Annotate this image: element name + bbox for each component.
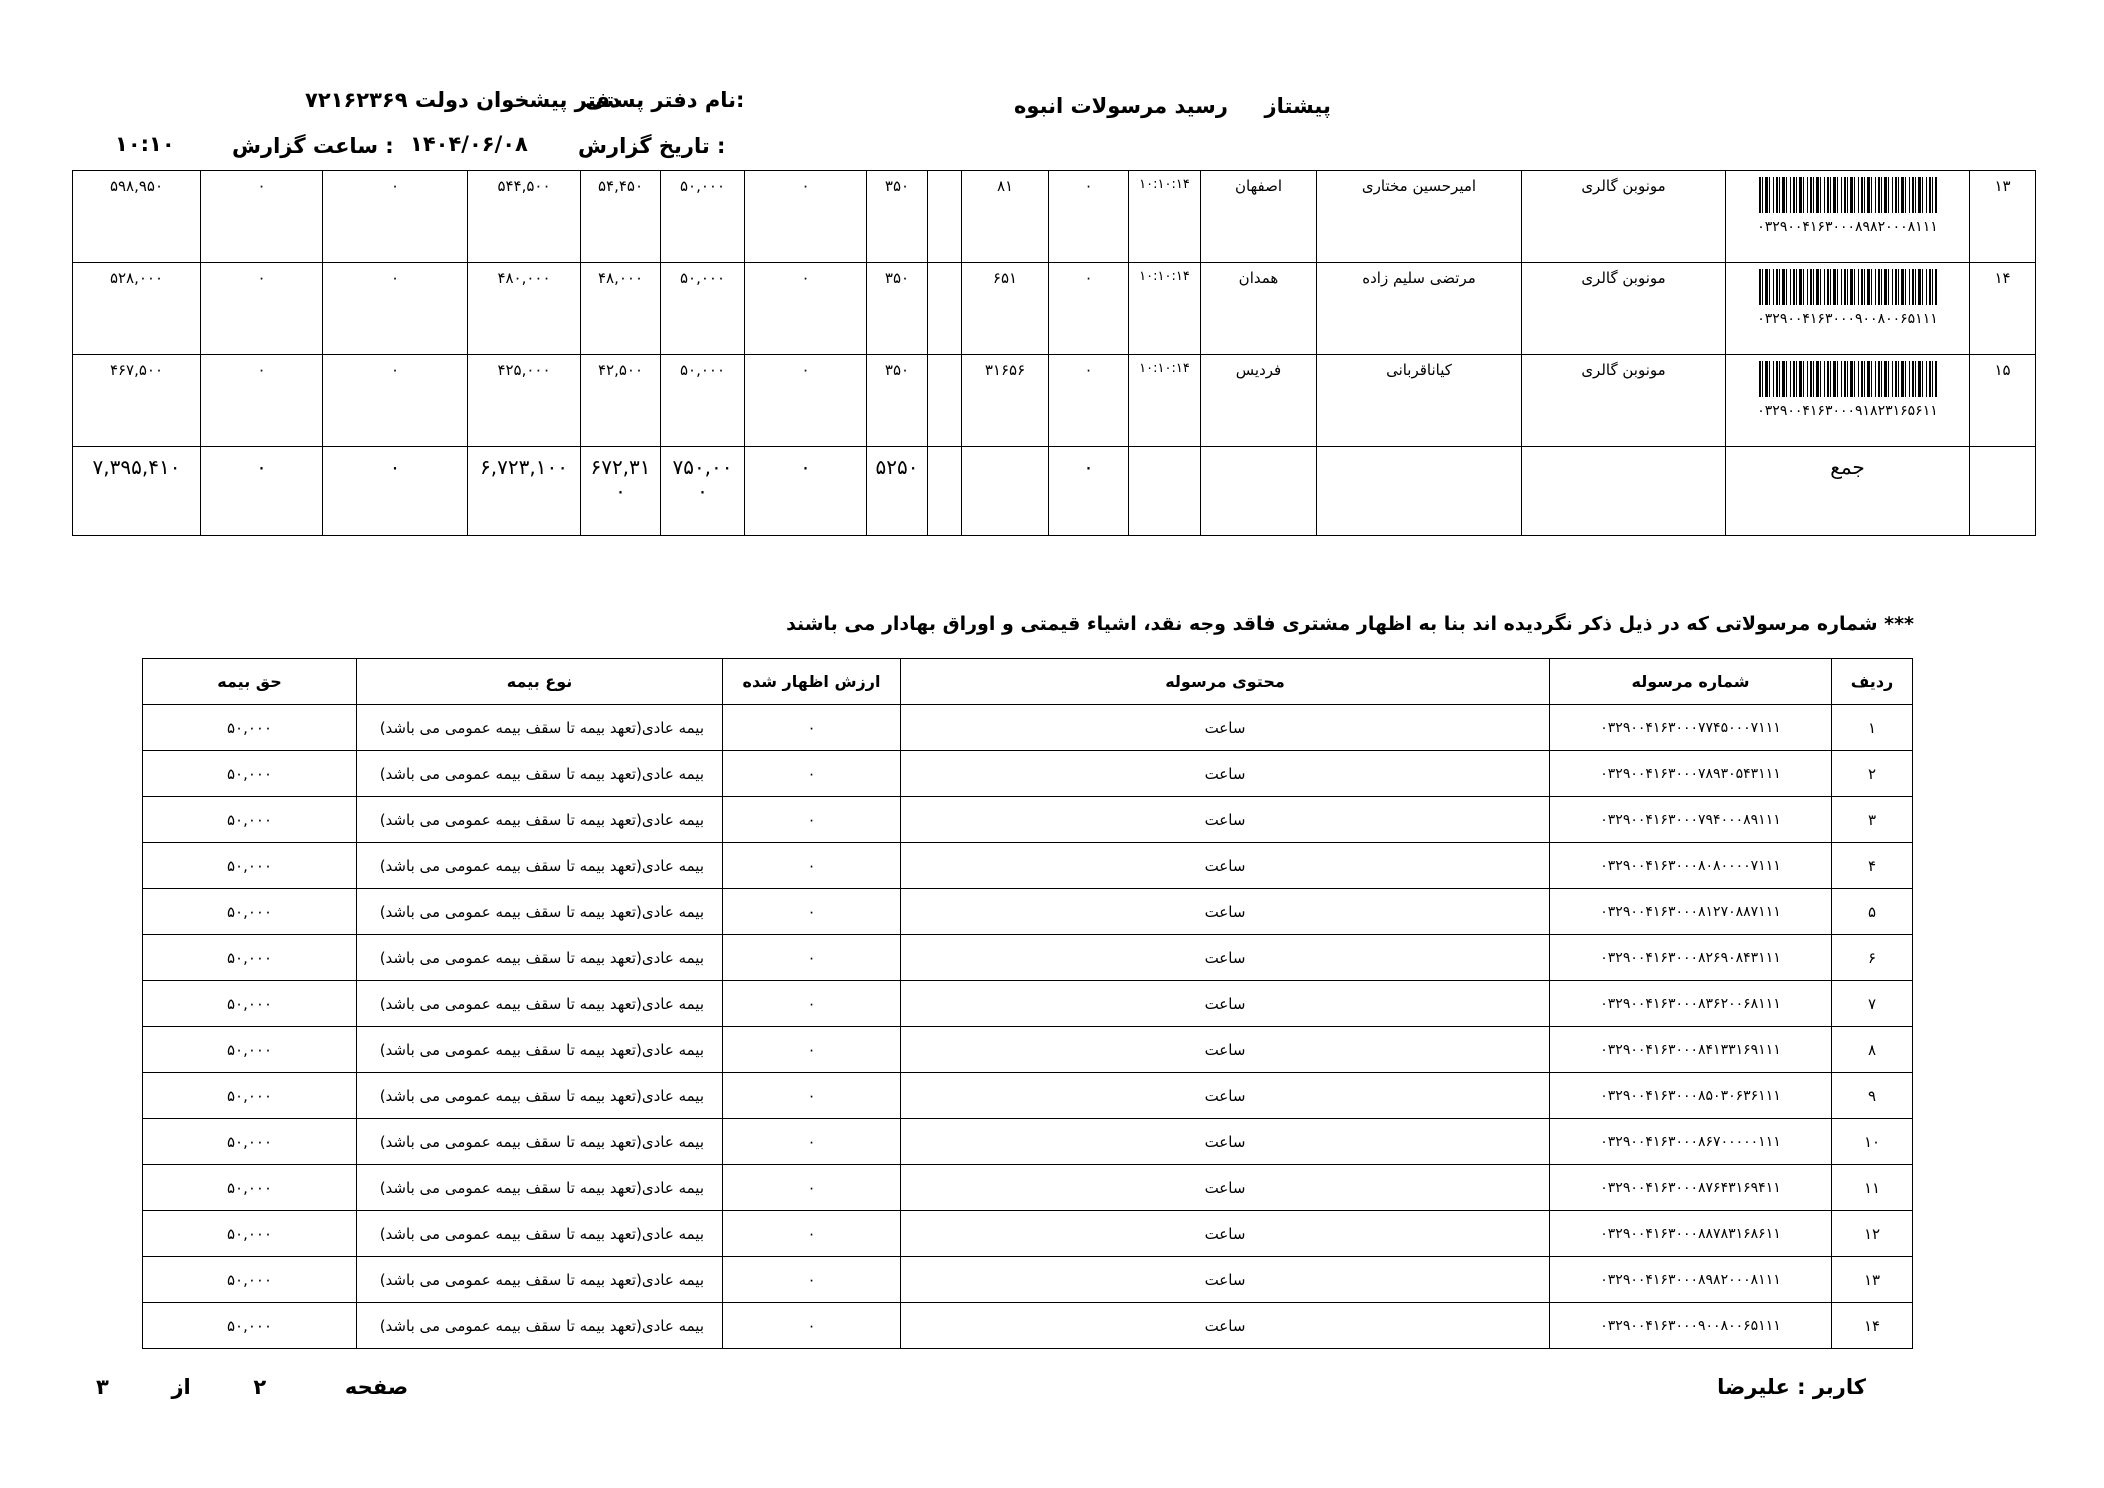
- cell-time: ۱۰:۱۰:۱۴: [1129, 171, 1201, 263]
- barcode-cell: [1726, 171, 1970, 263]
- barcode-number: ۰۳۲۹۰۰۴۱۶۳۰۰۰۹۱۸۲۳۱۶۵۶۱۱: [1757, 403, 1938, 419]
- cell-premium: ۵۰,۰۰۰: [143, 1119, 357, 1165]
- cell-ins_type: بیمه عادی(تعهد بیمه تا سقف بیمه عمومی می باشد): [357, 889, 723, 935]
- table-row: [143, 1303, 1913, 1349]
- header-premium: حق بیمه: [143, 659, 357, 705]
- cell-row: ۶: [1832, 935, 1913, 981]
- cell-tracking: ۰۳۲۹۰۰۴۱۶۳۰۰۰۸۱۲۷۰۸۸۷۱۱۱: [1550, 889, 1832, 935]
- cell-ins_type: بیمه عادی(تعهد بیمه تا سقف بیمه عمومی می باشد): [357, 1027, 723, 1073]
- cell-tracking: ۰۳۲۹۰۰۴۱۶۳۰۰۰۷۷۴۵۰۰۰۷۱۱۱: [1550, 705, 1832, 751]
- barcode-number: ۰۳۲۹۰۰۴۱۶۳۰۰۰۸۹۸۲۰۰۰۸۱۱۱: [1757, 219, 1938, 235]
- report-date-label: تاریخ گزارش :: [578, 134, 726, 158]
- cell-declared: ۰: [723, 1303, 901, 1349]
- total-c14-a: ۶۷۲,۳۱: [590, 455, 651, 479]
- cell-premium: ۵۰,۰۰۰: [143, 935, 357, 981]
- table-row: [143, 797, 1913, 843]
- cell-city: همدان: [1201, 263, 1317, 355]
- cell-tracking: ۰۳۲۹۰۰۴۱۶۳۰۰۰۸۶۷۰۰۰۰۰۱۱۱: [1550, 1119, 1832, 1165]
- total-c11: ۵۲۵۰: [867, 447, 928, 536]
- barcode-cell: [1726, 263, 1970, 355]
- cell-row: ۱۴: [1970, 263, 2036, 355]
- cell-c18: ۵۲۸,۰۰۰: [73, 263, 201, 355]
- cell-receiver: مرتضی سلیم زاده: [1317, 263, 1522, 355]
- notice-text: *** شماره مرسولاتی که در ذیل ذکر نگردیده اند بنا به اظهار مشتری فاقد وجه نقد، اشیاء قیمتی و اوراق بهادار می باشند: [786, 613, 1914, 635]
- cell-row: ۲: [1832, 751, 1913, 797]
- cell-content: ساعت: [901, 1211, 1550, 1257]
- barcode-image: [1759, 177, 1937, 213]
- cell-row: ۵: [1832, 889, 1913, 935]
- cell-premium: ۵۰,۰۰۰: [143, 889, 357, 935]
- totals-row: [73, 447, 2036, 536]
- cell-tracking: ۰۳۲۹۰۰۴۱۶۳۰۰۰۸۹۸۲۰۰۰۸۱۱۱: [1550, 1257, 1832, 1303]
- cell-content: ساعت: [901, 1257, 1550, 1303]
- cell-ins_type: بیمه عادی(تعهد بیمه تا سقف بیمه عمومی می باشد): [357, 751, 723, 797]
- header-ins-type: نوع بیمه: [357, 659, 723, 705]
- cell-c10: [928, 355, 962, 447]
- report-time: ۱۰:۱۰: [115, 132, 175, 156]
- cell-ins_type: بیمه عادی(تعهد بیمه تا سقف بیمه عمومی می باشد): [357, 1073, 723, 1119]
- total-c16: ۰: [323, 447, 468, 536]
- cell-declared: ۰: [723, 981, 901, 1027]
- total-c9: [962, 447, 1049, 536]
- table-row: [143, 981, 1913, 1027]
- cell-c8: ۰: [1049, 263, 1129, 355]
- cell-c17: ۰: [201, 355, 323, 447]
- cell-c14: ۴۸,۰۰۰: [581, 263, 661, 355]
- cell-content: ساعت: [901, 889, 1550, 935]
- cell-c17: ۰: [201, 171, 323, 263]
- cell-c10: [928, 171, 962, 263]
- cell-content: ساعت: [901, 1165, 1550, 1211]
- total-c13: [661, 447, 745, 536]
- service-type: پیشتاز: [1264, 94, 1331, 118]
- cell-row: ۱۱: [1832, 1165, 1913, 1211]
- cell-content: ساعت: [901, 935, 1550, 981]
- cell-c16: ۰: [323, 263, 468, 355]
- cell-tracking: ۰۳۲۹۰۰۴۱۶۳۰۰۰۸۷۶۴۳۱۶۹۴۱۱: [1550, 1165, 1832, 1211]
- cell-c8: ۰: [1049, 171, 1129, 263]
- cell-c9: ۸۱: [962, 171, 1049, 263]
- table-row: [73, 263, 2036, 355]
- cell-sender: مونوبن گالری: [1522, 171, 1726, 263]
- cell-content: ساعت: [901, 1027, 1550, 1073]
- cell-tracking: ۰۳۲۹۰۰۴۱۶۳۰۰۰۸۰۸۰۰۰۰۷۱۱۱: [1550, 843, 1832, 889]
- cell-c15: ۴۸۰,۰۰۰: [468, 263, 581, 355]
- cell-premium: ۵۰,۰۰۰: [143, 981, 357, 1027]
- cell-c11: ۳۵۰: [867, 171, 928, 263]
- cell-premium: ۵۰,۰۰۰: [143, 1165, 357, 1211]
- total-c14-b: ۰: [615, 479, 626, 503]
- header-row: ردیف: [1832, 659, 1913, 705]
- header-content: محتوی مرسوله: [901, 659, 1550, 705]
- cell-declared: ۰: [723, 1027, 901, 1073]
- cell-c13: ۵۰,۰۰۰: [661, 355, 745, 447]
- cell-row: ۹: [1832, 1073, 1913, 1119]
- table-row: [143, 843, 1913, 889]
- cell-c18: ۵۹۸,۹۵۰: [73, 171, 201, 263]
- page-indicator: [96, 1375, 408, 1399]
- cell-ins_type: بیمه عادی(تعهد بیمه تا سقف بیمه عمومی می باشد): [357, 1257, 723, 1303]
- table-row: [143, 1073, 1913, 1119]
- cell-ins_type: بیمه عادی(تعهد بیمه تا سقف بیمه عمومی می باشد): [357, 935, 723, 981]
- table-row: [143, 1257, 1913, 1303]
- cell-c12: ۰: [745, 355, 867, 447]
- cell-content: ساعت: [901, 797, 1550, 843]
- total-c8: ۰: [1049, 447, 1129, 536]
- insurance-table-header: [143, 659, 1913, 705]
- cell-sender: مونوبن گالری: [1522, 355, 1726, 447]
- cell-ins_type: بیمه عادی(تعهد بیمه تا سقف بیمه عمومی می باشد): [357, 843, 723, 889]
- office-name: دفتر پیشخوان دولت ۷۲۱۶۲۳۶۹: [305, 88, 621, 112]
- cell-c12: ۰: [745, 263, 867, 355]
- cell-ins_type: بیمه عادی(تعهد بیمه تا سقف بیمه عمومی می باشد): [357, 1119, 723, 1165]
- receipt-title: [1014, 94, 1331, 118]
- cell-content: ساعت: [901, 843, 1550, 889]
- footer-user: کاربر : علیرضا: [1717, 1375, 1866, 1399]
- cell-c14: ۵۴,۴۵۰: [581, 171, 661, 263]
- total-c15: ۶,۷۲۳,۱۰۰: [468, 447, 581, 536]
- total-label: جمع: [1726, 447, 1970, 536]
- total-c17: ۰: [201, 447, 323, 536]
- cell-declared: ۰: [723, 889, 901, 935]
- cell-row: ۱: [1832, 705, 1913, 751]
- barcode-image: [1759, 361, 1937, 397]
- cell-declared: ۰: [723, 1165, 901, 1211]
- cell-premium: ۵۰,۰۰۰: [143, 1257, 357, 1303]
- cell-ins_type: بیمه عادی(تعهد بیمه تا سقف بیمه عمومی می باشد): [357, 705, 723, 751]
- cell-premium: ۵۰,۰۰۰: [143, 843, 357, 889]
- cell-c11: ۳۵۰: [867, 355, 928, 447]
- total-c14: [581, 447, 661, 536]
- report-time-label: ساعت گزارش :: [232, 134, 394, 158]
- cell-row: ۱۰: [1832, 1119, 1913, 1165]
- cell-row: ۱۲: [1832, 1211, 1913, 1257]
- total-city: [1201, 447, 1317, 536]
- cell-row: ۱۳: [1832, 1257, 1913, 1303]
- cell-c18: ۴۶۷,۵۰۰: [73, 355, 201, 447]
- cell-c13: ۵۰,۰۰۰: [661, 263, 745, 355]
- insurance-table: [142, 658, 1913, 1349]
- table-row: [143, 1165, 1913, 1211]
- cell-c12: ۰: [745, 171, 867, 263]
- cell-premium: ۵۰,۰۰۰: [143, 1211, 357, 1257]
- cell-declared: ۰: [723, 1257, 901, 1303]
- cell-receiver: امیرحسین مختاری: [1317, 171, 1522, 263]
- cell-c17: ۰: [201, 263, 323, 355]
- cell-tracking: ۰۳۲۹۰۰۴۱۶۳۰۰۰۸۲۶۹۰۸۴۳۱۱۱: [1550, 935, 1832, 981]
- cell-premium: ۵۰,۰۰۰: [143, 1303, 357, 1349]
- cell-premium: ۵۰,۰۰۰: [143, 1027, 357, 1073]
- cell-c10: [928, 263, 962, 355]
- cell-c16: ۰: [323, 171, 468, 263]
- cell-receiver: کیاناقربانی: [1317, 355, 1522, 447]
- total-sender: [1522, 447, 1726, 536]
- office-label: نام دفتر پستی:: [585, 88, 745, 112]
- cell-declared: ۰: [723, 935, 901, 981]
- cell-ins_type: بیمه عادی(تعهد بیمه تا سقف بیمه عمومی می باشد): [357, 1211, 723, 1257]
- shipments-table: [72, 170, 2036, 536]
- cell-ins_type: بیمه عادی(تعهد بیمه تا سقف بیمه عمومی می باشد): [357, 1303, 723, 1349]
- cell-row: ۷: [1832, 981, 1913, 1027]
- header-tracking: شماره مرسوله: [1550, 659, 1832, 705]
- cell-row: ۱۴: [1832, 1303, 1913, 1349]
- cell-content: ساعت: [901, 705, 1550, 751]
- table-row: [143, 1211, 1913, 1257]
- cell-content: ساعت: [901, 1119, 1550, 1165]
- cell-declared: ۰: [723, 1073, 901, 1119]
- cell-tracking: ۰۳۲۹۰۰۴۱۶۳۰۰۰۷۸۹۳۰۵۴۳۱۱۱: [1550, 751, 1832, 797]
- page-current: ۲: [253, 1375, 267, 1399]
- cell-premium: ۵۰,۰۰۰: [143, 705, 357, 751]
- total-c13-a: ۷۵۰,۰۰: [672, 455, 733, 479]
- barcode-cell: [1726, 355, 1970, 447]
- cell-premium: ۵۰,۰۰۰: [143, 797, 357, 843]
- table-row: [73, 171, 2036, 263]
- cell-declared: ۰: [723, 1119, 901, 1165]
- cell-c9: ۳۱۶۵۶: [962, 355, 1049, 447]
- cell-city: اصفهان: [1201, 171, 1317, 263]
- cell-c13: ۵۰,۰۰۰: [661, 171, 745, 263]
- table-row: [143, 751, 1913, 797]
- table-row: [143, 935, 1913, 981]
- page-label: صفحه: [344, 1375, 409, 1399]
- page-total: ۳: [96, 1375, 109, 1399]
- total-receiver: [1317, 447, 1522, 536]
- cell-ins_type: بیمه عادی(تعهد بیمه تا سقف بیمه عمومی می باشد): [357, 797, 723, 843]
- cell-tracking: ۰۳۲۹۰۰۴۱۶۳۰۰۰۸۳۶۲۰۰۶۸۱۱۱: [1550, 981, 1832, 1027]
- cell-row: ۱۵: [1970, 355, 2036, 447]
- cell-c15: ۵۴۴,۵۰۰: [468, 171, 581, 263]
- cell-c8: ۰: [1049, 355, 1129, 447]
- cell-declared: ۰: [723, 751, 901, 797]
- cell-premium: ۵۰,۰۰۰: [143, 751, 357, 797]
- cell-tracking: ۰۳۲۹۰۰۴۱۶۳۰۰۰۸۸۷۸۳۱۶۸۶۱۱: [1550, 1211, 1832, 1257]
- cell-city: فردیس: [1201, 355, 1317, 447]
- total-row-num: [1970, 447, 2036, 536]
- cell-tracking: ۰۳۲۹۰۰۴۱۶۳۰۰۰۸۵۰۳۰۶۳۶۱۱۱: [1550, 1073, 1832, 1119]
- cell-content: ساعت: [901, 1073, 1550, 1119]
- cell-ins_type: بیمه عادی(تعهد بیمه تا سقف بیمه عمومی می باشد): [357, 1165, 723, 1211]
- cell-tracking: ۰۳۲۹۰۰۴۱۶۳۰۰۰۷۹۴۰۰۰۸۹۱۱۱: [1550, 797, 1832, 843]
- total-c13-b: ۰: [697, 479, 708, 503]
- barcode-number: ۰۳۲۹۰۰۴۱۶۳۰۰۰۹۰۰۸۰۰۶۵۱۱۱: [1757, 311, 1938, 327]
- total-time: [1129, 447, 1201, 536]
- cell-ins_type: بیمه عادی(تعهد بیمه تا سقف بیمه عمومی می باشد): [357, 981, 723, 1027]
- cell-declared: ۰: [723, 797, 901, 843]
- total-c10: [928, 447, 962, 536]
- cell-c14: ۴۲,۵۰۰: [581, 355, 661, 447]
- cell-c16: ۰: [323, 355, 468, 447]
- table-row: [143, 889, 1913, 935]
- page-of: از: [171, 1375, 191, 1399]
- cell-row: ۳: [1832, 797, 1913, 843]
- barcode-image: [1759, 269, 1937, 305]
- cell-row: ۸: [1832, 1027, 1913, 1073]
- cell-content: ساعت: [901, 981, 1550, 1027]
- cell-tracking: ۰۳۲۹۰۰۴۱۶۳۰۰۰۹۰۰۸۰۰۶۵۱۱۱: [1550, 1303, 1832, 1349]
- cell-content: ساعت: [901, 1303, 1550, 1349]
- total-c12: ۰: [745, 447, 867, 536]
- table-row: [143, 1119, 1913, 1165]
- cell-row: ۴: [1832, 843, 1913, 889]
- cell-content: ساعت: [901, 751, 1550, 797]
- table-row: [143, 1027, 1913, 1073]
- table-row: [143, 705, 1913, 751]
- cell-declared: ۰: [723, 705, 901, 751]
- header-declared: ارزش اظهار شده: [723, 659, 901, 705]
- receipt-title-text: رسید مرسولات انبوه: [1014, 94, 1228, 118]
- cell-time: ۱۰:۱۰:۱۴: [1129, 263, 1201, 355]
- cell-sender: مونوبن گالری: [1522, 263, 1726, 355]
- table-row: [73, 355, 2036, 447]
- cell-row: ۱۳: [1970, 171, 2036, 263]
- cell-c15: ۴۲۵,۰۰۰: [468, 355, 581, 447]
- cell-time: ۱۰:۱۰:۱۴: [1129, 355, 1201, 447]
- cell-premium: ۵۰,۰۰۰: [143, 1073, 357, 1119]
- report-date: ۱۴۰۴/۰۶/۰۸: [410, 132, 528, 156]
- cell-tracking: ۰۳۲۹۰۰۴۱۶۳۰۰۰۸۴۱۳۳۱۶۹۱۱۱: [1550, 1027, 1832, 1073]
- cell-declared: ۰: [723, 843, 901, 889]
- cell-declared: ۰: [723, 1211, 901, 1257]
- cell-c9: ۶۵۱: [962, 263, 1049, 355]
- cell-c11: ۳۵۰: [867, 263, 928, 355]
- total-c18: ۷,۳۹۵,۴۱۰: [73, 447, 201, 536]
